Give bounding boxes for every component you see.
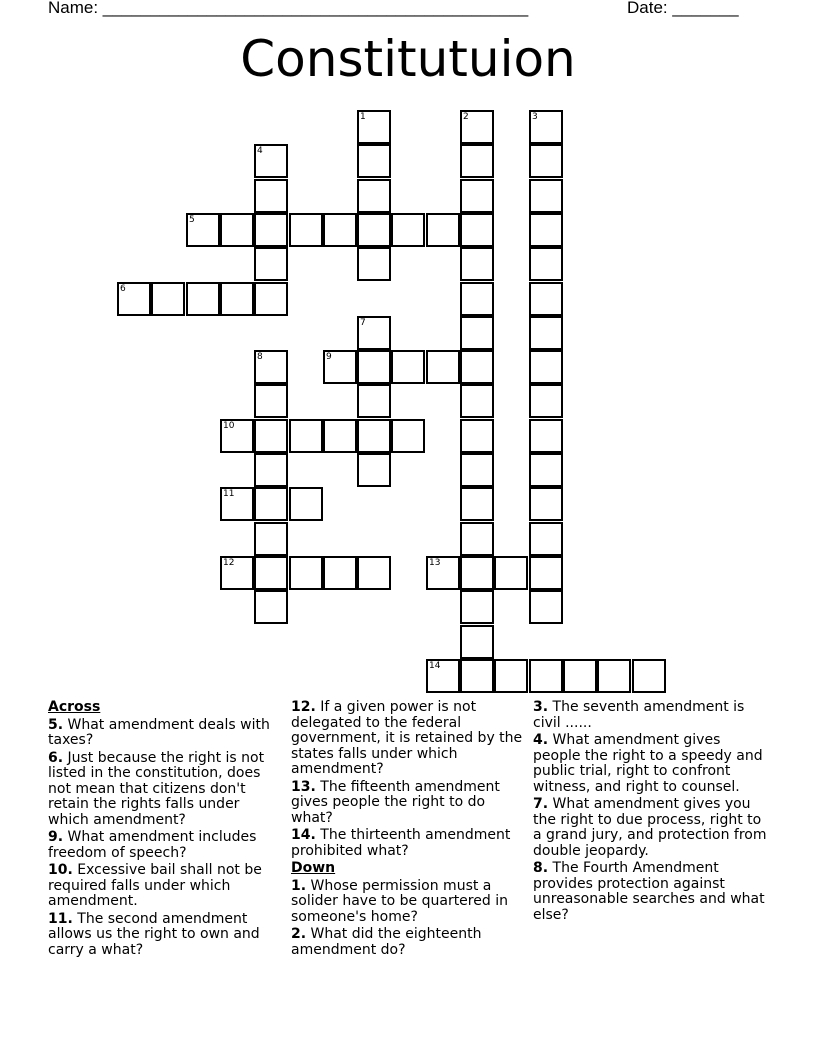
grid-cell[interactable] [323, 350, 357, 384]
grid-cell[interactable] [323, 419, 357, 453]
cell-number: 10 [223, 421, 235, 431]
cell-number: 7 [360, 318, 366, 328]
grid-cell[interactable] [254, 487, 288, 521]
grid-cell[interactable] [289, 419, 323, 453]
clue-across-9: 9. What amendment includes freedom of speech? [48, 829, 257, 861]
grid-cell[interactable] [289, 556, 323, 590]
grid-cell[interactable] [494, 556, 528, 590]
cell-number: 2 [463, 112, 469, 122]
grid-cell[interactable] [254, 144, 288, 178]
cell-number: 3 [532, 112, 538, 122]
clues-column-1 [48, 700, 270, 960]
grid-cell[interactable] [357, 179, 391, 213]
grid-cell[interactable] [391, 350, 425, 384]
grid-cell[interactable] [254, 213, 288, 247]
grid-cell[interactable] [460, 350, 494, 384]
grid-cell[interactable] [460, 213, 494, 247]
grid-cell[interactable] [357, 384, 391, 418]
grid-cell[interactable] [529, 419, 563, 453]
grid-cell[interactable] [460, 590, 494, 624]
clue-across-10: 10. Excessive bail shall not be required falls under which amendment. [48, 862, 262, 909]
grid-cell[interactable] [357, 419, 391, 453]
page-title: Constitutuion [240, 30, 576, 88]
grid-cell[interactable] [323, 556, 357, 590]
grid-cell[interactable] [460, 179, 494, 213]
grid-cell[interactable] [357, 110, 391, 144]
grid-cell[interactable] [529, 247, 563, 281]
grid-cell[interactable] [391, 213, 425, 247]
grid-cell[interactable] [357, 247, 391, 281]
grid-cell[interactable] [426, 350, 460, 384]
grid-cell[interactable] [254, 350, 288, 384]
cell-number: 1 [360, 112, 366, 122]
clue-across-13: 13. The fifteenth amendment gives people the right to do what? [291, 778, 500, 826]
grid-cell[interactable] [357, 556, 391, 590]
grid-cell[interactable] [254, 179, 288, 213]
down-heading: Down [291, 860, 336, 876]
grid-cell[interactable] [460, 659, 494, 693]
clue-down-8: 8. The Fourth Amendment provides protection against unreasonable searches and what else? [533, 860, 765, 923]
grid-cell[interactable] [460, 556, 494, 590]
grid-cell[interactable] [460, 625, 494, 659]
grid-cell[interactable] [426, 213, 460, 247]
grid-cell[interactable] [254, 247, 288, 281]
grid-cell[interactable] [254, 522, 288, 556]
cell-number: 5 [189, 215, 195, 225]
grid-cell[interactable] [529, 179, 563, 213]
cell-number: 9 [326, 352, 332, 362]
grid-cell[interactable] [151, 282, 185, 316]
clue-down-7: 7. What amendment gives you the right to due process, right to a grand jury, and protection from double jeopardy. [533, 796, 767, 859]
grid-cell[interactable] [254, 590, 288, 624]
grid-cell[interactable] [597, 659, 631, 693]
grid-cell[interactable] [254, 556, 288, 590]
grid-cell[interactable] [289, 487, 323, 521]
cell-number: 14 [429, 661, 441, 671]
grid-cell[interactable] [460, 144, 494, 178]
grid-cell[interactable] [323, 213, 357, 247]
clue-down-1: 1. Whose permission must a solider have to be quartered in someone's home? [291, 877, 508, 925]
grid-cell[interactable] [357, 144, 391, 178]
grid-cell[interactable] [117, 282, 151, 316]
date-field: Date: _______ [627, 0, 739, 17]
grid-cell[interactable] [529, 659, 563, 693]
grid-cell[interactable] [460, 419, 494, 453]
clue-down-3: 3. The seventh amendment is civil ...... [533, 699, 745, 731]
grid-cell[interactable] [529, 282, 563, 316]
grid-cell[interactable] [529, 590, 563, 624]
grid-cell[interactable] [289, 213, 323, 247]
grid-cell[interactable] [529, 487, 563, 521]
clues-column-2 [291, 700, 523, 960]
grid-cell[interactable] [460, 453, 494, 487]
grid-cell[interactable] [529, 556, 563, 590]
grid-cell[interactable] [220, 213, 254, 247]
grid-cell[interactable] [529, 213, 563, 247]
clue-across-14: 14. The thirteenth amendment prohibited what? [291, 827, 511, 859]
grid-cell[interactable] [186, 213, 220, 247]
grid-cell[interactable] [529, 144, 563, 178]
grid-cell[interactable] [186, 282, 220, 316]
grid-cell[interactable] [529, 453, 563, 487]
grid-cell[interactable] [460, 247, 494, 281]
grid-cell[interactable] [357, 350, 391, 384]
grid-cell[interactable] [391, 419, 425, 453]
grid-cell[interactable] [220, 487, 254, 521]
grid-cell[interactable] [254, 282, 288, 316]
cell-number: 8 [257, 352, 263, 362]
grid-cell[interactable] [220, 556, 254, 590]
clue-down-4: 4. What amendment gives people the right to a speedy and public trial, right to confront witness, and right to counsel. [533, 732, 763, 795]
grid-cell[interactable] [254, 419, 288, 453]
name-field: Name: _____________________________________________ [48, 0, 529, 17]
clue-across-12: 12. If a given power is not delegated to the federal government, it is retained by the states falls under which amendment? [291, 699, 523, 777]
clue-across-5: 5. What amendment deals with taxes? [48, 716, 270, 748]
grid-cell[interactable] [254, 453, 288, 487]
clue-across-11: 11. The second amendment allows us the right to own and carry a what? [48, 910, 260, 958]
clues-column-3 [533, 700, 771, 925]
grid-cell[interactable] [357, 453, 391, 487]
grid-cell[interactable] [529, 350, 563, 384]
grid-cell[interactable] [632, 659, 666, 693]
clue-across-6: 6. Just because the right is not listed in the constitution, does not mean that citizens don't retain the rights falls under which amendment? [48, 749, 265, 828]
across-heading: Across [48, 699, 101, 715]
cell-number: 11 [223, 489, 235, 499]
grid-cell[interactable] [254, 384, 288, 418]
cell-number: 6 [120, 284, 126, 294]
grid-cell[interactable] [460, 316, 494, 350]
cell-number: 13 [429, 558, 441, 568]
grid-cell[interactable] [563, 659, 597, 693]
grid-cell[interactable] [460, 282, 494, 316]
grid-cell[interactable] [529, 522, 563, 556]
grid-cell[interactable] [460, 110, 494, 144]
cell-number: 12 [223, 558, 235, 568]
grid-cell[interactable] [529, 316, 563, 350]
grid-cell[interactable] [426, 659, 460, 693]
grid-cell[interactable] [426, 556, 460, 590]
grid-cell[interactable] [357, 213, 391, 247]
grid-cell[interactable] [529, 110, 563, 144]
grid-cell[interactable] [220, 282, 254, 316]
grid-cell[interactable] [220, 419, 254, 453]
grid-cell[interactable] [529, 384, 563, 418]
cell-number: 4 [257, 146, 263, 156]
grid-cell[interactable] [460, 487, 494, 521]
clue-down-2: 2. What did the eighteenth amendment do? [291, 926, 482, 958]
grid-cell[interactable] [460, 384, 494, 418]
grid-cell[interactable] [460, 522, 494, 556]
grid-cell[interactable] [357, 316, 391, 350]
grid-cell[interactable] [494, 659, 528, 693]
